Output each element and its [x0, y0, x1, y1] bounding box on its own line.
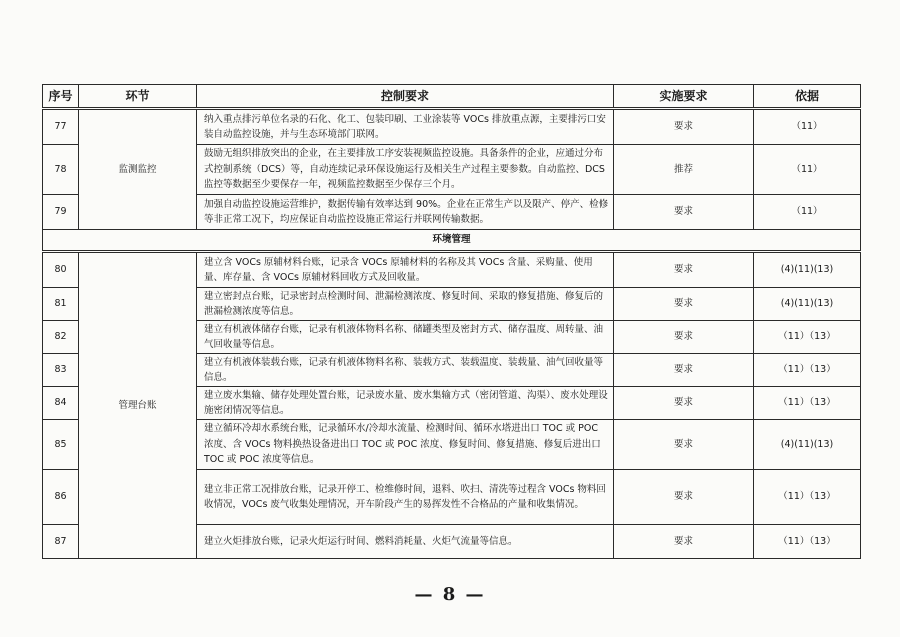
section-row — [43, 230, 861, 252]
row-number: 78 — [43, 145, 79, 195]
requirement-text: 建立循环冷却水系统台账，记录循环水/冷却水流量、检测时间、循环水塔进出口 TOC 或 POC 浓度、含 VOCs 物料换热设备进出口 TOC 或 POC 浓度、修复时间、修复措施、修复后进出口 TOC 或 POC 浓度等信息。 — [197, 420, 614, 470]
basis-cell: (4)(11)(13) — [754, 288, 861, 321]
row-number: 77 — [43, 109, 79, 145]
basis-cell: （11）（13） — [754, 321, 861, 354]
row-number: 80 — [43, 252, 79, 288]
stage-cell-ledger: 管理台账 — [79, 252, 197, 559]
basis-cell: （11）（13） — [754, 354, 861, 387]
header-implementation: 实施要求 — [614, 85, 754, 109]
row-number: 79 — [43, 195, 79, 230]
basis-cell: （11） — [754, 109, 861, 145]
basis-cell: (4)(11)(13) — [754, 252, 861, 288]
requirement-text: 加强自动监控设施运营维护，数据传输有效率达到 90%。企业在正常生产以及限产、停产、检修等非正常工况下，均应保证自动监控设施正常运行并联网传输数据。 — [197, 195, 614, 230]
implementation-cell: 要求 — [614, 109, 754, 145]
requirement-text: 建立有机液体储存台账，记录有机液体物料名称、储罐类型及密封方式、储存温度、周转量、油气回收量等信息。 — [197, 321, 614, 354]
implementation-cell: 要求 — [614, 387, 754, 420]
implementation-cell: 要求 — [614, 252, 754, 288]
header-basis: 依据 — [754, 85, 861, 109]
implementation-cell: 要求 — [614, 525, 754, 559]
row-number: 85 — [43, 420, 79, 470]
implementation-cell: 要求 — [614, 420, 754, 470]
requirements-table — [42, 84, 861, 559]
row-number: 82 — [43, 321, 79, 354]
header-no: 序号 — [43, 85, 79, 109]
requirement-text: 鼓励无组织排放突出的企业，在主要排放工序安装视频监控设施。具备条件的企业，应通过分布式控制系统（DCS）等，自动连续记录环保设施运行及相关生产过程主要参数。自动监控、DCS 监控等数据至少要保存一年，视频监控数据至少保存三个月。 — [197, 145, 614, 195]
requirement-text: 建立有机液体装载台账，记录有机液体物料名称、装载方式、装载温度、装载量、油气回收量等信息。 — [197, 354, 614, 387]
header-requirement: 控制要求 — [197, 85, 614, 109]
implementation-cell: 推荐 — [614, 145, 754, 195]
header-stage: 环节 — [79, 85, 197, 109]
requirement-text: 建立火炬排放台账，记录火炬运行时间、燃料消耗量、火炬气流量等信息。 — [197, 525, 614, 559]
basis-cell: （11）（13） — [754, 470, 861, 525]
requirement-text: 建立非正常工况排放台账，记录开停工、检维修时间，退料、吹扫、清洗等过程含 VOCs 物料回收情况，VOCs 废气收集处理情况，开车阶段产生的易挥发性不合格品的产量和收集情况。 — [197, 470, 614, 525]
basis-cell: （11） — [754, 195, 861, 230]
basis-cell: （11）（13） — [754, 525, 861, 559]
requirement-text: 建立含 VOCs 原辅材料台账，记录含 VOCs 原辅材料的名称及其 VOCs 含量、采购量、使用量、库存量、含 VOCs 原辅材料回收方式及回收量。 — [197, 252, 614, 288]
row-number: 86 — [43, 470, 79, 525]
implementation-cell: 要求 — [614, 321, 754, 354]
requirement-text: 建立废水集输、储存处理处置台账，记录废水量、废水集输方式（密闭管道、沟渠）、废水处理设施密闭情况等信息。 — [197, 387, 614, 420]
requirement-text: 建立密封点台账，记录密封点检测时间、泄漏检测浓度、修复时间、采取的修复措施、修复后的泄漏检测浓度等信息。 — [197, 288, 614, 321]
row-number: 87 — [43, 525, 79, 559]
row-number: 81 — [43, 288, 79, 321]
stage-cell-monitoring: 监测监控 — [79, 109, 197, 230]
page-number: — 8 — — [414, 584, 486, 605]
implementation-cell: 要求 — [614, 195, 754, 230]
row-number: 83 — [43, 354, 79, 387]
row-number: 84 — [43, 387, 79, 420]
implementation-cell: 要求 — [614, 354, 754, 387]
requirement-text: 纳入重点排污单位名录的石化、化工、包装印刷、工业涂装等 VOCs 排放重点源，主要排污口安装自动监控设施，并与生态环境部门联网。 — [197, 109, 614, 145]
implementation-cell: 要求 — [614, 470, 754, 525]
implementation-cell: 要求 — [614, 288, 754, 321]
table-row — [43, 109, 861, 145]
section-title: 环境管理 — [43, 230, 861, 252]
table-row — [43, 252, 861, 288]
basis-cell: （11） — [754, 145, 861, 195]
basis-cell: (4)(11)(13) — [754, 420, 861, 470]
basis-cell: （11）（13） — [754, 387, 861, 420]
header-row — [43, 85, 861, 109]
